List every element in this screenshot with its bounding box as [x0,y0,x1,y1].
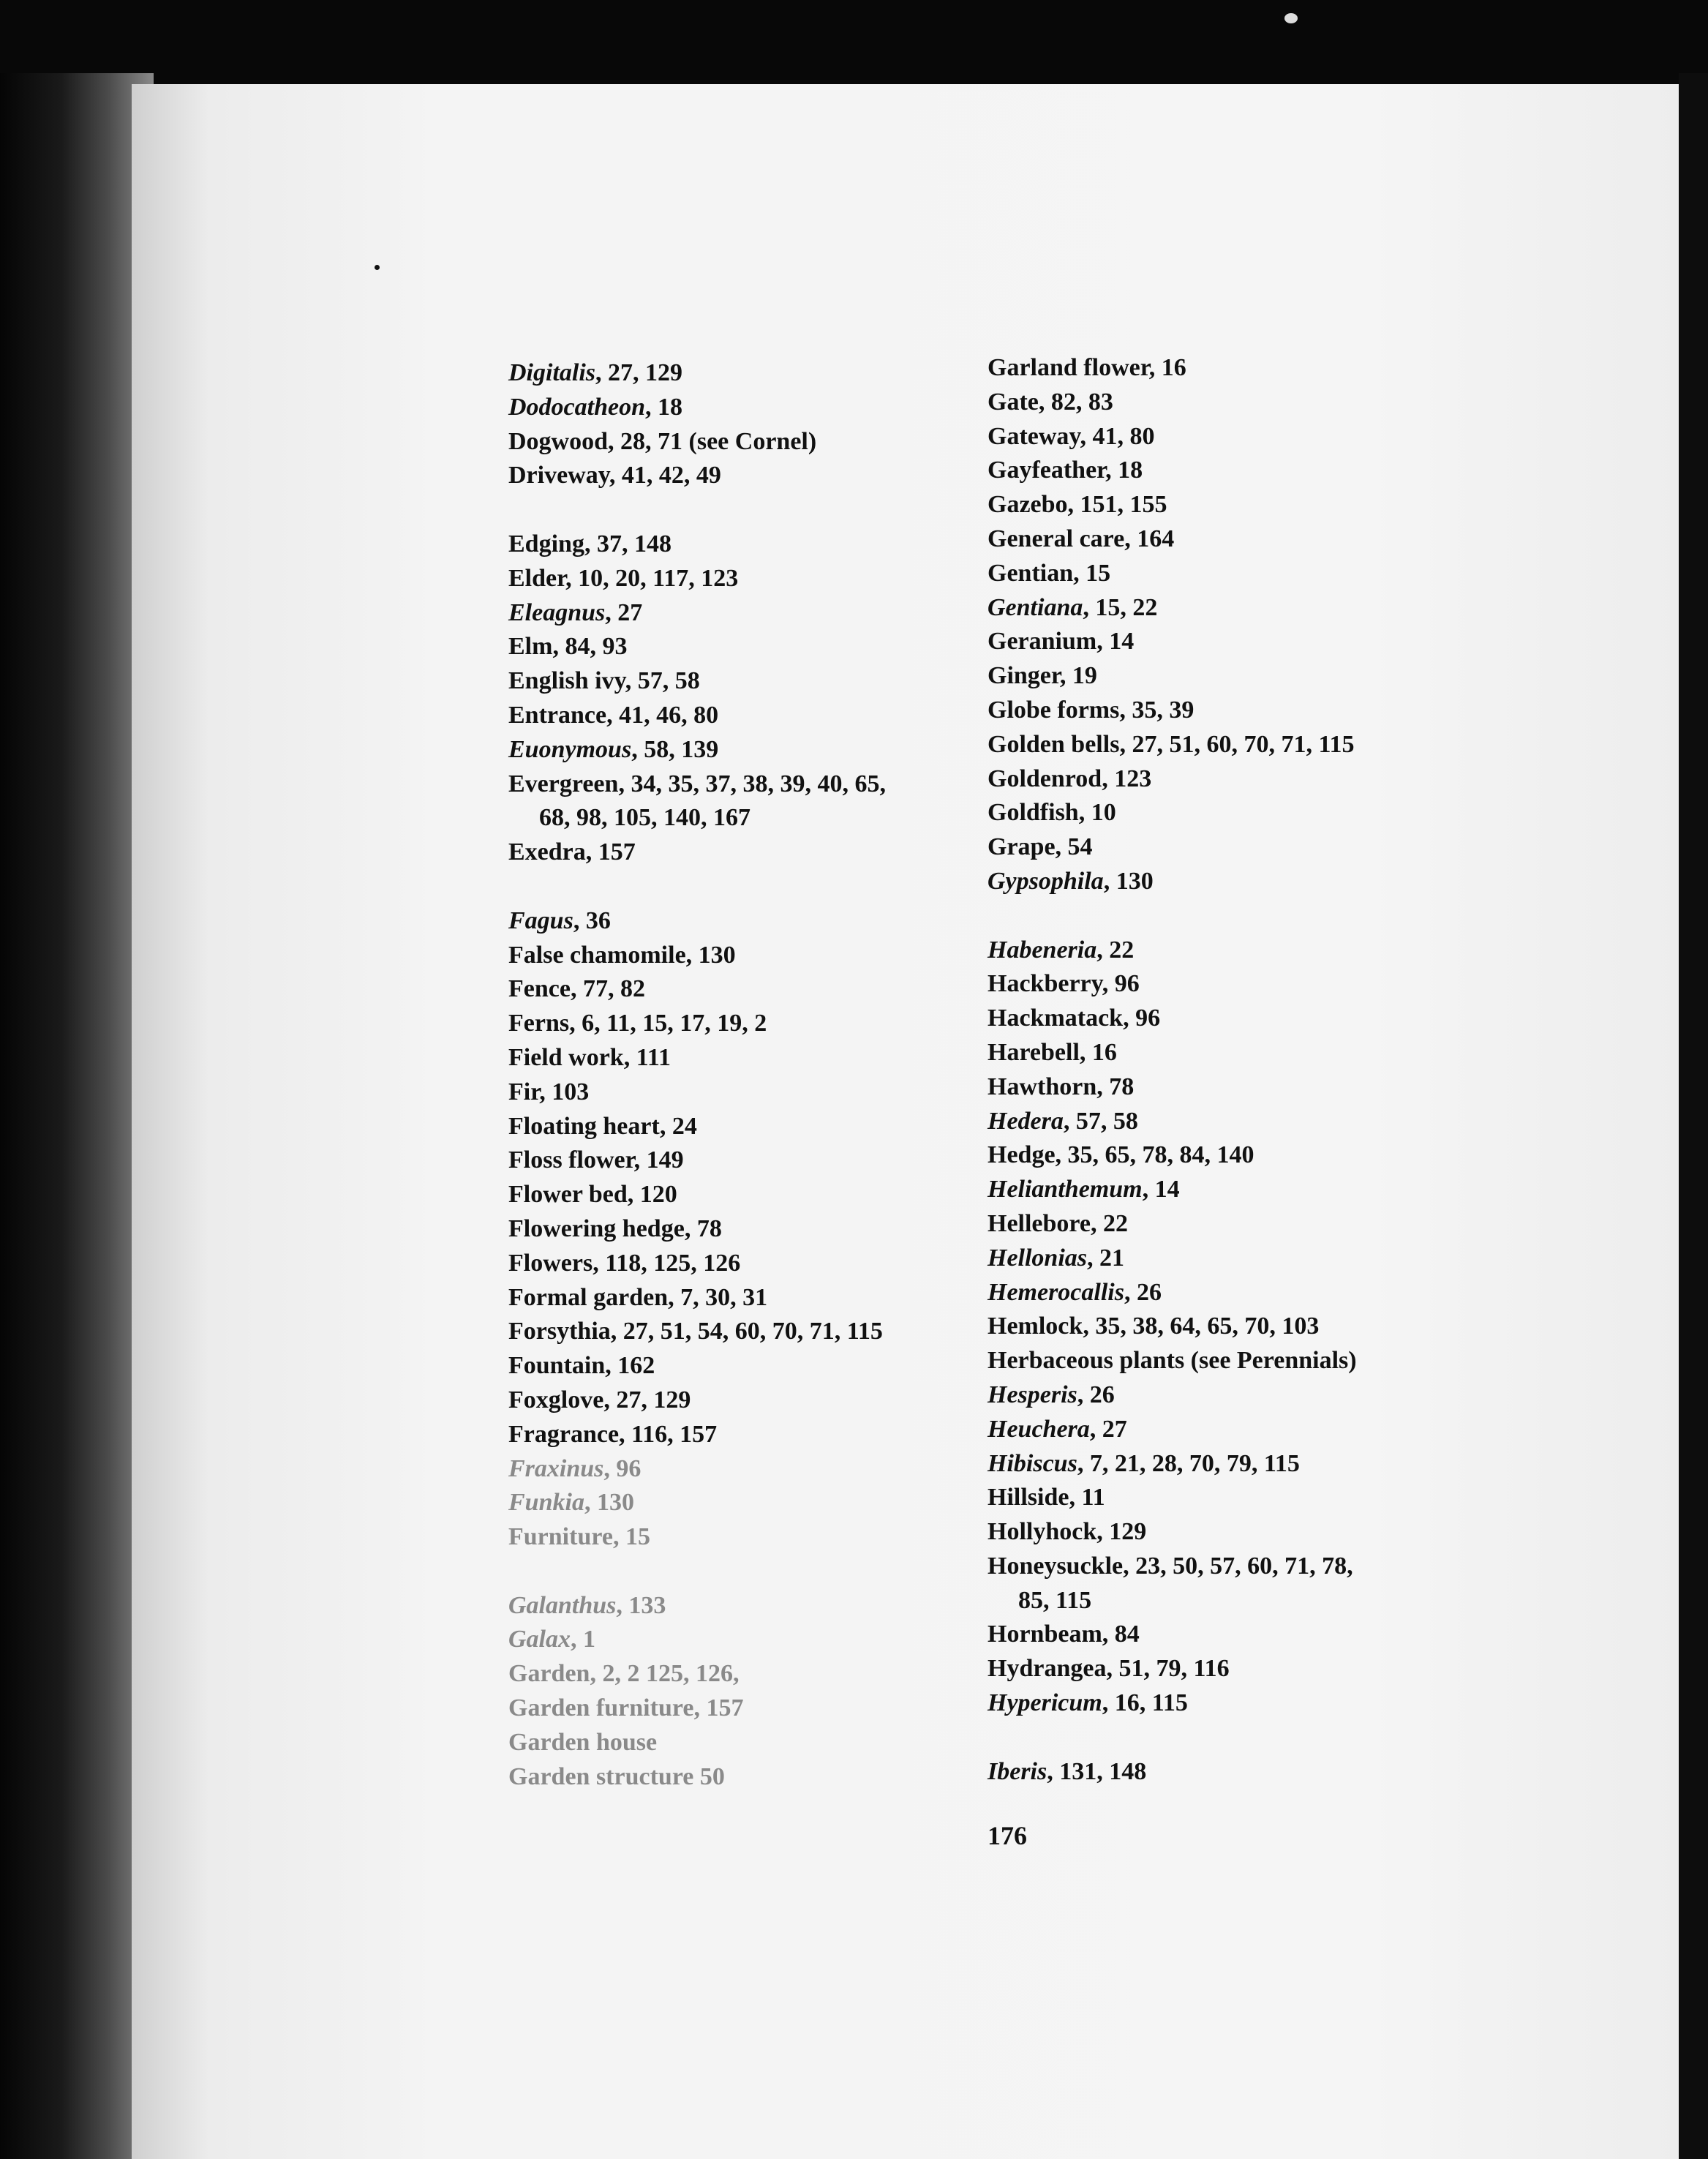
index-pages: , 96 [1123,1005,1161,1032]
index-entry [508,1520,991,1555]
index-term: Hydrangea [987,1655,1107,1683]
index-pages: , 28, 71 (see Cornel) [608,427,817,455]
index-term: Geranium [987,628,1097,656]
index-pages: , 15, 22 [1083,593,1158,621]
index-entry [508,1281,991,1315]
index-entry [987,1652,1470,1686]
index-term: Galanthus [508,1591,617,1619]
dust-speck [375,265,380,270]
index-term: Herbaceous plants (see Perennials) [987,1347,1357,1375]
index-entry [987,1481,1470,1515]
index-entry [987,796,1470,830]
index-pages: , 130 [685,941,736,969]
index-entry [987,1378,1470,1413]
index-term: Gateway [987,422,1080,450]
index-pages: , 19 [1059,662,1097,690]
index-pages: , 149 [633,1146,684,1174]
index-pages: , 24 [659,1112,697,1140]
index-pages: , 133 [616,1591,666,1619]
page-number: 176 [987,1821,1027,1850]
index-pages: , 78 [1096,1073,1135,1100]
index-term: Furniture [508,1523,613,1551]
index-pages: , 16 [1148,354,1186,381]
index-term: False chamomile [508,941,686,969]
index-entry [987,830,1470,865]
index-pages: , 58, 139 [631,735,719,763]
index-pages: , 6, 11, 15, 17, 19, 2 [569,1010,767,1037]
index-entry [508,630,991,664]
index-pages: , 34, 35, 37, 38, 39, 40, 65, [618,770,886,797]
index-entry [508,1110,991,1144]
index-entry [508,801,991,836]
index-pages: , 36 [573,906,611,934]
index-term: Gate [987,388,1039,416]
index-pages: , 7, 30, 31 [668,1283,768,1311]
index-pages: , 26 [1077,1381,1115,1408]
index-pages: , 51, 79, 116 [1106,1655,1230,1683]
index-term: Funkia [508,1489,584,1517]
index-pages: , 26 [1124,1278,1162,1306]
index-term: Hackmatack [987,1005,1124,1032]
index-entry [987,522,1470,557]
index-entry [987,454,1470,488]
index-pages: , 27 [1089,1415,1127,1443]
index-pages: , 1 [571,1626,595,1653]
index-entry [508,836,991,870]
index-pages: , 41, 42, 49 [609,462,721,489]
index-entry [508,1041,991,1075]
index-term: English ivy [508,667,625,695]
index-entry [508,664,991,699]
index-entry [508,1726,991,1760]
index-entry [987,386,1470,420]
index-term: Floss flower [508,1146,634,1174]
index-pages: , 18 [645,393,682,421]
index-term: Hedera [987,1107,1064,1135]
index-term: General care [987,525,1125,552]
index-entry [987,1173,1470,1207]
index-entry [508,527,991,562]
index-term: Harebell [987,1038,1080,1066]
index-pages: , 15 [612,1523,650,1551]
index-pages: , 14 [1142,1176,1180,1204]
index-entry [508,733,991,767]
index-term: Hedge [987,1141,1056,1169]
index-entry [987,591,1470,626]
index-pages: , 21 [1087,1244,1125,1272]
index-term: Grape [987,833,1056,861]
index-entry [987,488,1470,522]
index-pages: , 57, 58 [1063,1107,1138,1135]
index-entry [508,939,991,973]
index-pages: , 151, 155 [1067,491,1167,519]
index-entry [987,659,1470,694]
index-pages: , 77, 82 [570,975,645,1003]
index-entry [508,1247,991,1281]
index-term: Golden bells [987,730,1120,758]
index-pages: , 2, 2 125, 126, [590,1660,740,1688]
index-entry [508,1452,991,1487]
index-pages: , 35, 65, 78, 84, 140 [1055,1141,1254,1169]
index-pages: , 22 [1096,936,1135,964]
index-pages: , 10 [1078,799,1116,827]
index-term: Hemerocallis [987,1278,1124,1306]
index-entry [508,1212,991,1247]
index-pages: , 41, 80 [1080,422,1155,450]
index-pages: , 120 [627,1181,677,1209]
index-term: Gayfeather [987,457,1106,484]
index-term: Galax [508,1626,571,1653]
index-term: Field work [508,1043,624,1071]
index-pages: 85, 115 [1018,1586,1092,1614]
index-pages: , 22 [1091,1209,1128,1237]
index-entry [987,1447,1470,1482]
dust-speck [1284,13,1298,23]
index-term: Garland flower [987,354,1149,381]
index-pages: , 27, 51, 60, 70, 71, 115 [1119,730,1355,758]
index-entry [508,904,991,939]
index-term: Hollyhock [987,1518,1097,1546]
index-entry [508,596,991,631]
index-pages: , 82, 83 [1038,388,1113,416]
index-term: Honeysuckle [987,1552,1124,1580]
index-pages: , 27 [605,598,643,626]
index-term: Euonymous [508,735,632,763]
index-pages: , 14 [1096,628,1135,656]
index-pages: 50 [693,1762,725,1790]
index-term: Flowers [508,1249,593,1277]
index-term: Hackberry [987,970,1102,998]
index-entry [508,1623,991,1657]
index-term: Hesperis [987,1381,1077,1408]
index-term: Fountain [508,1352,606,1380]
index-pages: , 96 [1102,970,1140,998]
index-entry [987,1105,1470,1139]
index-pages: , 15 [1073,559,1111,587]
index-entry [508,1657,991,1691]
index-entry [508,1691,991,1726]
index-entry [987,1002,1470,1036]
index-entry [508,1178,991,1212]
index-pages: , 16 [1079,1038,1117,1066]
index-term: Helianthemum [987,1176,1143,1204]
index-entry [508,1589,991,1623]
index-term: Goldenrod [987,765,1102,792]
index-term: Habeneria [987,936,1097,964]
index-term: Elder [508,564,566,592]
index-term: Edging [508,530,584,557]
index-term: Garden house [508,1728,658,1756]
index-pages: , 41, 46, 80 [606,701,719,729]
index-entry [987,762,1470,797]
index-term: Heuchera [987,1415,1090,1443]
index-entry [508,1349,991,1383]
index-entry [987,351,1470,386]
index-pages: , 35, 38, 64, 65, 70, 103 [1083,1313,1320,1340]
index-pages: 68, 98, 105, 140, 167 [539,804,750,832]
index-entry [508,391,991,425]
index-term: Entrance [508,701,607,729]
index-pages: , 7, 21, 28, 70, 79, 115 [1077,1449,1300,1477]
index-pages: , 130 [1103,867,1154,895]
scan-right-border [1679,73,1708,2159]
index-entry [508,356,991,391]
index-entry [508,699,991,733]
index-term: Fagus [508,906,573,934]
index-entry [987,1344,1470,1378]
index-term: Gypsophila [987,867,1104,895]
index-term: Gentiana [987,593,1083,621]
index-entry [508,1144,991,1178]
index-entry [508,1075,991,1110]
index-term: Hornbeam [987,1621,1102,1648]
index-entry [987,1138,1470,1173]
index-pages: , 54 [1055,833,1093,861]
index-entry [508,1760,991,1795]
index-term: Hellebore [987,1209,1091,1237]
index-pages: , 84 [1102,1621,1140,1648]
index-entry [987,1036,1470,1070]
index-term: Globe forms [987,696,1120,724]
index-term: Gentian [987,559,1074,587]
index-entry [508,425,991,459]
index-term: Ginger [987,662,1060,690]
index-pages: , 129 [1096,1518,1147,1546]
index-pages: , 57, 58 [625,667,700,695]
index-entry [987,865,1470,899]
index-entry [987,1755,1470,1790]
index-pages: , 157 [693,1694,744,1722]
index-term: Floating heart [508,1112,660,1140]
index-term: Hemlock [987,1313,1083,1340]
index-term: Fraxinus [508,1454,604,1482]
index-term: Hellonias [987,1244,1088,1272]
index-term: Exedra [508,838,586,866]
index-pages: , 162 [605,1352,655,1380]
index-entry [987,625,1470,659]
index-entry [987,557,1470,591]
index-entry [987,1550,1470,1584]
index-entry [987,1242,1470,1276]
index-pages: , 116, 157 [619,1420,718,1448]
index-term: Eleagnus [508,598,606,626]
index-pages: , 118, 125, 126 [592,1249,741,1277]
index-term: Flowering hedge [508,1214,685,1242]
index-entry [987,1310,1470,1344]
index-term: Iberis [987,1757,1047,1785]
index-term: Hawthorn [987,1073,1097,1100]
scan-top-border [0,0,1708,88]
index-term: Forsythia [508,1318,611,1345]
index-term: Dodocatheon [508,393,645,421]
index-term: Fence [508,975,571,1003]
index-term: Hypericum [987,1689,1102,1717]
index-pages: , 16, 115 [1102,1689,1188,1717]
index-pages: , 23, 50, 57, 60, 71, 78, [1123,1552,1353,1580]
index-column-right [987,351,1470,1789]
index-pages: , 18 [1105,457,1143,484]
index-pages: , 27, 51, 54, 60, 70, 71, 115 [610,1318,883,1345]
index-term: Formal garden [508,1283,669,1311]
index-term: Garden [508,1660,590,1688]
index-pages: , 11 [1069,1484,1105,1512]
index-term: Goldfish [987,799,1079,827]
index-term: Gazebo [987,491,1068,519]
index-term: Flower bed [508,1181,628,1209]
index-entry [987,1618,1470,1652]
index-pages: , 84, 93 [552,633,628,661]
index-entry [508,1007,991,1041]
index-term: Hillside [987,1484,1069,1512]
index-pages: , 78 [684,1214,722,1242]
index-entry [987,1584,1470,1618]
index-entry [987,1686,1470,1721]
index-entry [987,1070,1470,1105]
index-entry [987,728,1470,762]
index-entry [508,1383,991,1418]
index-pages: , 96 [603,1454,642,1482]
index-entry [987,1515,1470,1550]
index-entry [508,767,991,802]
index-entry [508,459,991,493]
index-entry [508,1418,991,1452]
index-term: Fragrance [508,1420,620,1448]
index-pages: , 123 [1102,765,1152,792]
index-entry [508,1486,991,1520]
index-term: Ferns [508,1010,570,1037]
index-pages: , 157 [585,838,636,866]
index-pages: , 10, 20, 117, 123 [565,564,739,592]
index-pages: , 164 [1124,525,1175,552]
index-entry [987,694,1470,728]
index-pages: , 130 [584,1489,634,1517]
index-column-left [508,356,991,1794]
index-entry [987,934,1470,968]
index-term: Dogwood [508,427,609,455]
index-entry [987,967,1470,1002]
index-entry [508,972,991,1007]
index-term: Fir [508,1078,540,1105]
index-term: Garden furniture [508,1694,694,1722]
index-term: Elm [508,633,553,661]
book-spine-shadow [0,73,154,2159]
index-pages: , 111 [623,1043,671,1071]
index-pages: , 27, 129 [603,1386,691,1413]
index-entry [508,562,991,596]
index-pages: , 27, 129 [595,359,683,386]
index-pages: , 131, 148 [1047,1757,1147,1785]
index-entry [987,1413,1470,1447]
index-term: Foxglove [508,1386,604,1413]
index-entry [987,420,1470,454]
index-entry [508,1315,991,1349]
index-pages: , 103 [539,1078,590,1105]
index-pages: , 37, 148 [584,530,671,557]
index-term: Driveway [508,462,609,489]
index-term: Digitalis [508,359,596,386]
index-entry [987,1207,1470,1242]
index-term: Garden structure [508,1762,694,1790]
index-entry [987,1276,1470,1310]
index-pages: , 35, 39 [1119,696,1195,724]
index-term: Hibiscus [987,1449,1077,1477]
index-term: Evergreen [508,770,619,797]
